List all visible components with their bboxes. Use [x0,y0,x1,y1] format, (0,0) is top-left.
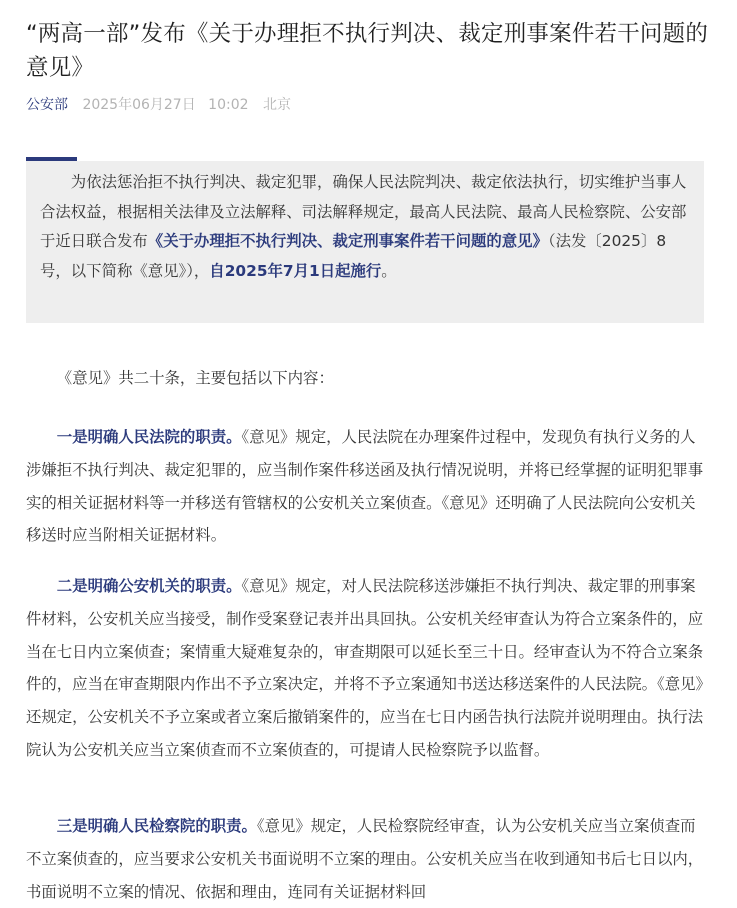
summary-paragraph [40,168,694,286]
section-court [26,421,706,552]
article-meta [26,95,291,115]
summary-doc-title: 《关于办理拒不执行判决、裁定刑事案件若干问题的意见》 [147,232,548,250]
publish-time: 10:02 [208,97,249,113]
section-police [26,570,706,767]
publish-location: 北京 [262,97,291,113]
summary-text: 为依法惩治拒不执行判决、裁定犯罪，确保人民法院判决、裁定依法执行，切实维护当事人合法权益，根据相关法律及立法解释、司法解释规定，最高人民法院、最高人民检察院、公安部于近日联合发布 [40,173,687,250]
summary-box [26,161,704,323]
section-procuratorate [26,810,706,908]
section-body: 《意见》规定，人民法院在办理案件过程中，发现负有执行义务的人涉嫌拒不执行判决、裁定犯罪的，应当制作案件移送函及执行情况说明，并将已经掌握的证明犯罪事实的相关证据材料等一并移送有管辖权的公安机关立案侦查。《意见》还明确了人民法院向公安机关移送时应当附相关证据材料。 [26,428,704,545]
source-link[interactable]: 公安部 [26,97,68,113]
section-lead: 三是明确人民检察院的职责。 [56,817,257,835]
section-body: 《意见》规定，对人民法院移送涉嫌拒不执行判决、裁定罪的刑事案件材料，公安机关应当接受，制作受案登记表并出具回执。公安机关经审查认为符合立案条件的，应当在七日内立案侦查；案情重大疑难复杂的，审查期限可以延长至三十日。经审查认为不符合立案条件的，应当在审查期限内作出不予立案决定，并将不予立案通知书送达移送案件的人民法院。《意见》还规定，公安机关不予立案或者立案后撤销案件的，应当在七日内函告执行法院并说明理由。执行法院认为公安机关应当立案侦查而不立案侦查的，可提请人民检察院予以监督。 [26,577,704,759]
article-title: “两高一部”发布《关于办理拒不执行判决、裁定刑事案件若干问题的意见》 [26,21,709,81]
section-lead: 一是明确人民法院的职责。 [56,428,242,446]
summary-effective-date: 自2025年7月1日起施行 [209,261,382,280]
intro-paragraph: 《意见》共二十条，主要包括以下内容： [56,369,334,387]
section-lead: 二是明确公安机关的职责。 [56,577,242,595]
summary-doc-number: （法发〔2025〕8号，以下简称《意见》）， [40,232,667,280]
section-body: 《意见》规定，人民检察院经审查，认为公安机关应当立案侦查而不立案侦查的，应当要求公安机关书面说明不立案的理由。公安机关应当在收到通知书后七日以内，书面说明不立案的情况、依据和理由，连同有关证据材料回 [26,817,704,901]
publish-date: 2025年06月27日 [82,97,196,113]
summary-end: 。 [381,261,397,280]
